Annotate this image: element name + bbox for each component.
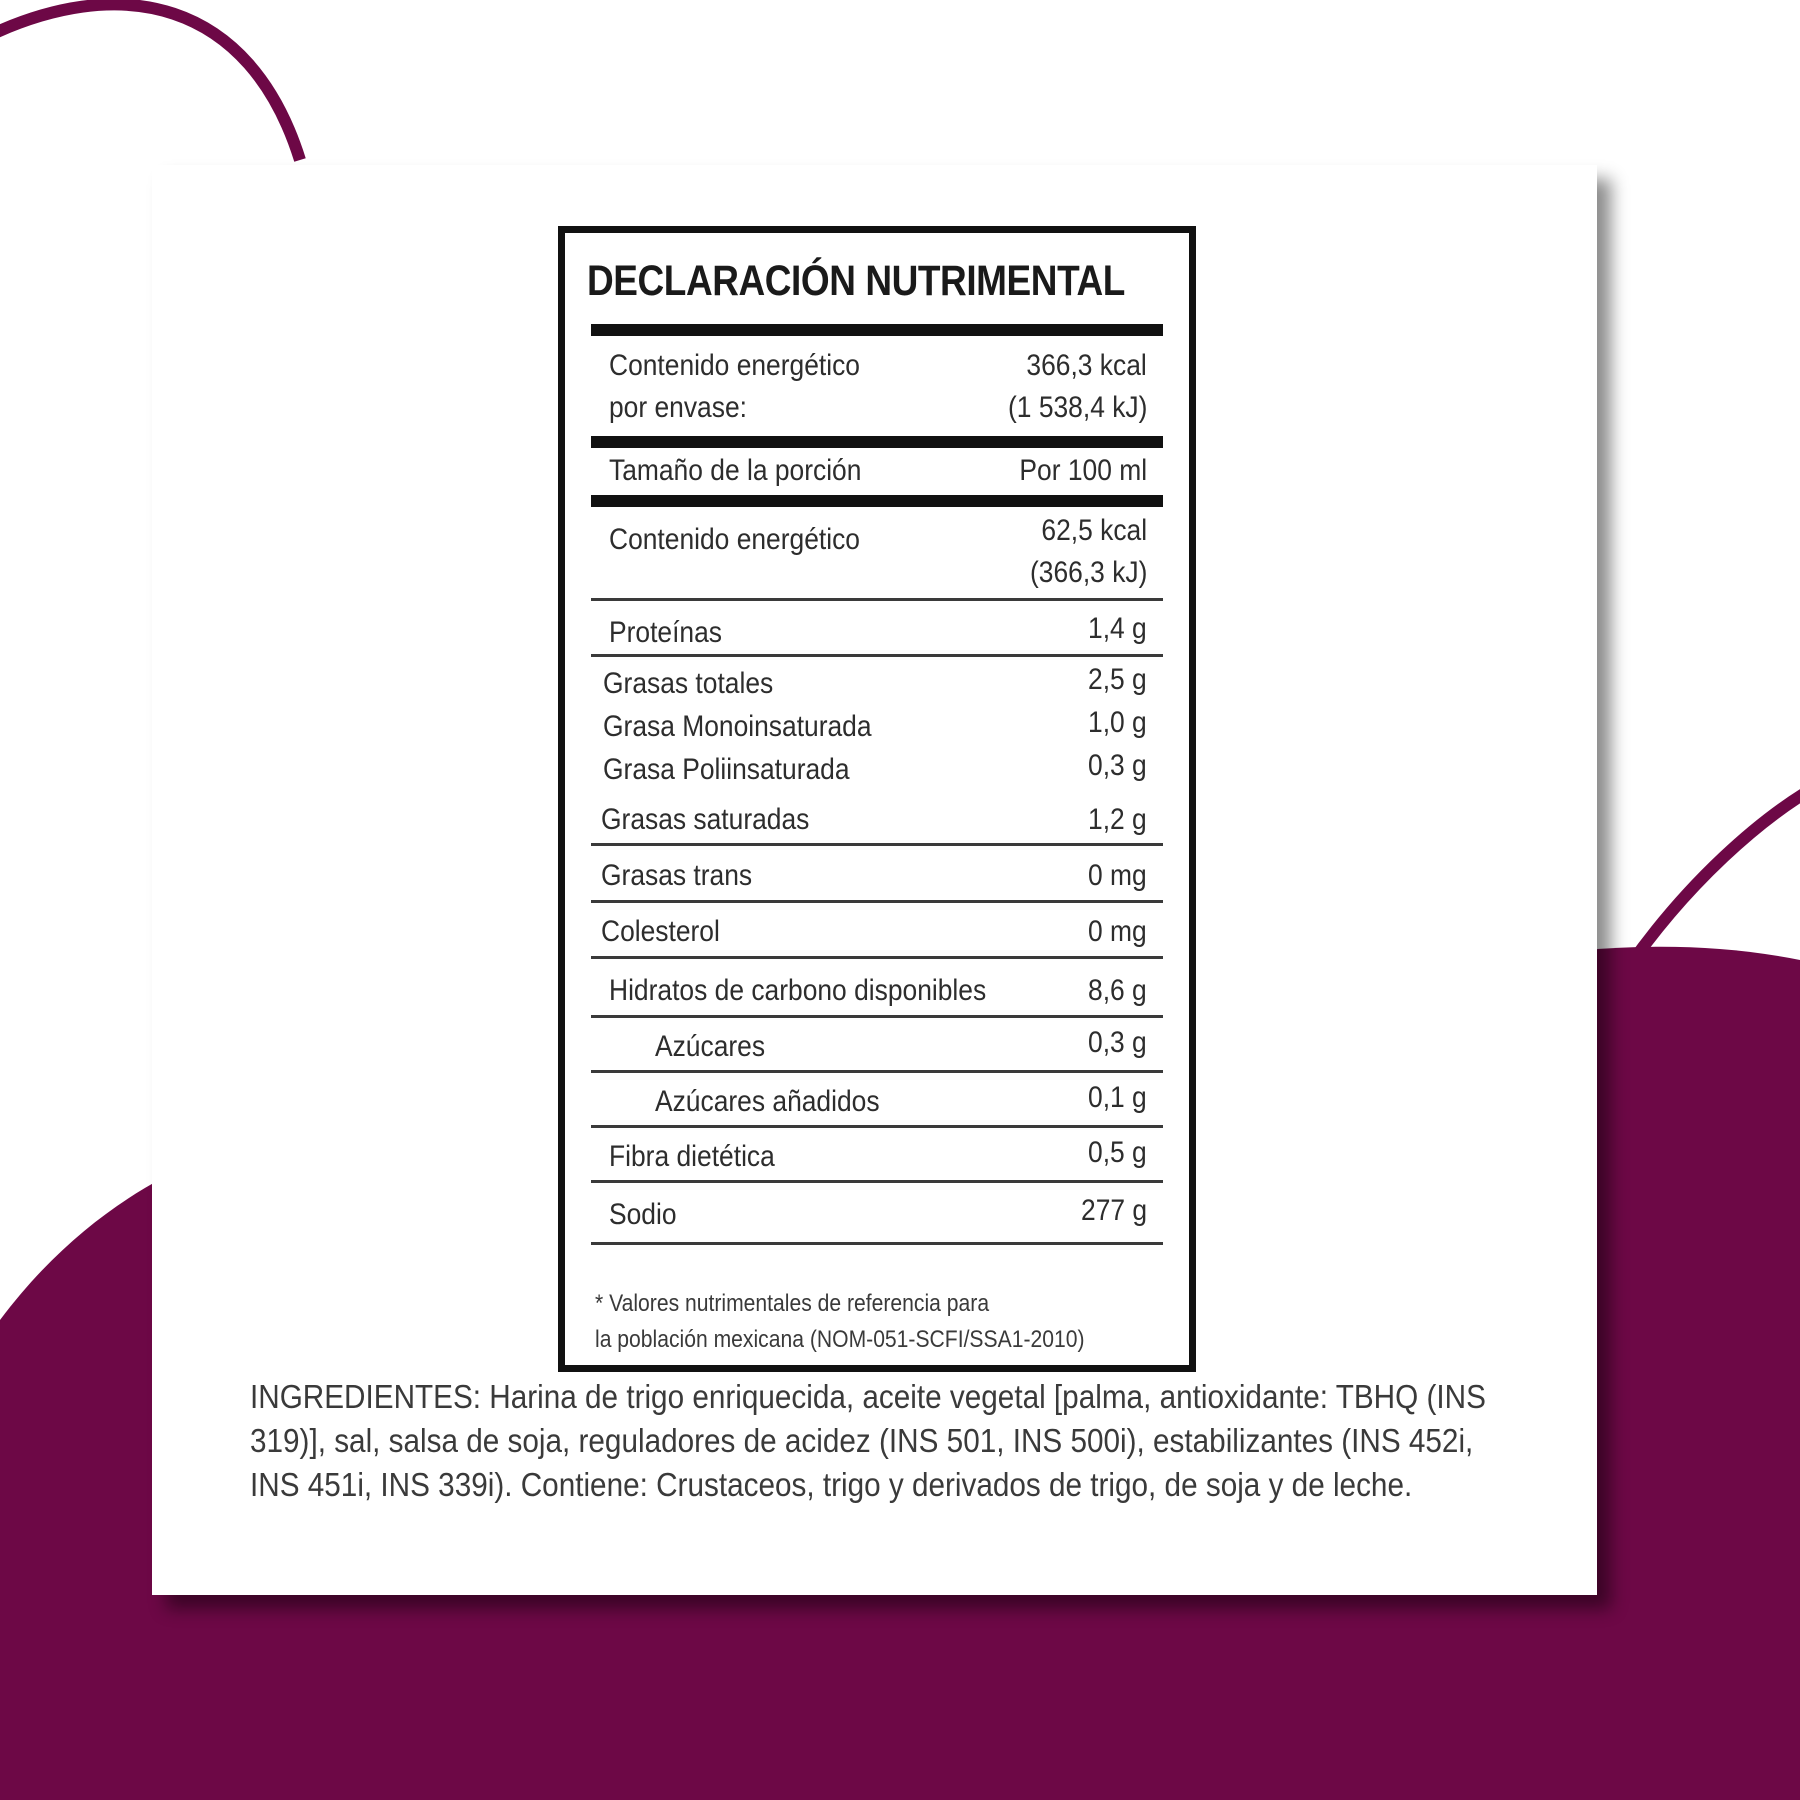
ingredients-body: Harina de trigo enriquecida, aceite vegetal [palma, antioxidante: TBHQ (INS 319)], sal, salsa de soja, reguladores de acidez (INS 501, INS 500i), estabilizantes (INS 452i, INS 451i, INS 339i). Contiene: Crustaceos, trigo y derivados de trigo, de soja y de leche. — [250, 1378, 1486, 1503]
right-curve — [1630, 790, 1800, 965]
fat-label: Grasas saturadas — [601, 803, 810, 836]
divider-thin — [591, 900, 1163, 903]
divider-thin — [591, 1125, 1163, 1128]
carbs-label: Hidratos de carbono disponibles — [609, 974, 987, 1007]
fat-label: Grasas totales — [603, 667, 774, 700]
energy-per-package-label-1: Contenido energético — [609, 349, 860, 382]
trans-value: 0 mg — [1088, 859, 1147, 892]
fat-label: Grasa Monoinsaturada — [603, 710, 872, 743]
energy-per-package-value-1: 366,3 kcal — [1026, 349, 1147, 382]
fat-label: Grasa Poliinsaturada — [603, 753, 850, 786]
divider-thin — [591, 956, 1163, 959]
ingredients-text — [250, 1375, 1492, 1507]
footnote-line-1: * Valores nutrimentales de referencia para — [595, 1290, 990, 1317]
ingredients-heading: INGREDIENTES: — [250, 1378, 482, 1415]
energy-value-1: 62,5 kcal — [1041, 514, 1147, 547]
divider-thin — [591, 1015, 1163, 1018]
fat-value: 1,2 g — [1088, 803, 1147, 836]
energy-value-2: (366,3 kJ) — [1029, 556, 1147, 589]
fat-value: 2,5 g — [1088, 663, 1147, 696]
divider-thin — [591, 654, 1163, 657]
divider-thick — [591, 436, 1163, 448]
divider-thick — [591, 324, 1163, 336]
portion-label: Tamaño de la porción — [609, 454, 862, 487]
proteins-value: 1,4 g — [1088, 612, 1147, 645]
divider-thin — [591, 1070, 1163, 1073]
added-sugars-label: Azúcares añadidos — [655, 1085, 880, 1118]
nutrition-label — [558, 226, 1196, 1372]
fat-value: 0,3 g — [1088, 749, 1147, 782]
divider-thin — [591, 1242, 1163, 1245]
fiber-value: 0,5 g — [1088, 1136, 1147, 1169]
divider-thick — [591, 495, 1163, 507]
footnote-line-2: la población mexicana (NOM-051-SCFI/SSA1-2010) — [595, 1326, 1085, 1353]
divider-thin — [591, 843, 1163, 846]
label-title: DECLARACIÓN NUTRIMENTAL — [587, 257, 1125, 305]
trans-label: Grasas trans — [601, 859, 753, 892]
sodium-value: 277 g — [1080, 1194, 1147, 1227]
energy-per-package-value-2: (1 538,4 kJ) — [1007, 391, 1147, 424]
added-sugars-value: 0,1 g — [1088, 1081, 1147, 1114]
energy-label: Contenido energético — [609, 523, 860, 556]
sugars-label: Azúcares — [655, 1030, 766, 1063]
sugars-value: 0,3 g — [1088, 1026, 1147, 1059]
proteins-label: Proteínas — [609, 616, 723, 649]
sodium-label: Sodio — [609, 1198, 677, 1231]
energy-per-package-label-2: por envase: — [609, 391, 747, 424]
cholesterol-label: Colesterol — [601, 915, 720, 948]
carbs-value: 8,6 g — [1088, 974, 1147, 1007]
cholesterol-value: 0 mg — [1088, 915, 1147, 948]
portion-value: Por 100 ml — [1019, 454, 1147, 487]
divider-thin — [591, 1180, 1163, 1183]
divider-thin — [591, 598, 1163, 601]
fiber-label: Fibra dietética — [609, 1140, 775, 1173]
fat-value: 1,0 g — [1088, 706, 1147, 739]
top-left-curve — [0, 4, 300, 160]
